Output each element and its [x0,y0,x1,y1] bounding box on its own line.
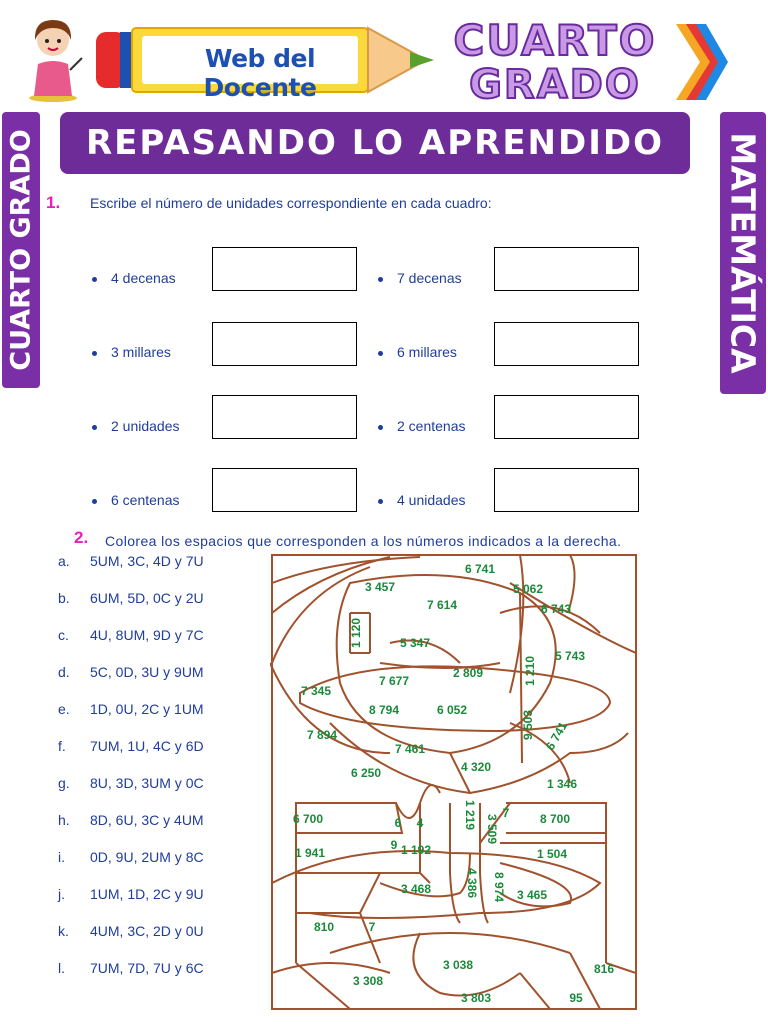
bullet-icon [378,277,383,282]
bullet-icon [92,351,97,356]
puzzle-number: 2 809 [452,666,484,680]
answer-box-left-1[interactable] [212,247,357,291]
puzzle-number: 7 614 [426,598,458,612]
clue-text: 8D, 6U, 3C y 4UM [90,812,204,828]
answer-box-left-4[interactable] [212,468,357,512]
clue-text: 1D, 0U, 2C y 1UM [90,701,204,717]
puzzle-number: 6 [394,816,402,830]
item-left-4 [92,492,180,508]
bullet-icon [92,277,97,282]
puzzle-number: 8 794 [368,703,400,717]
puzzle-number: 1 210 [523,655,537,687]
clue-text: 5UM, 3C, 4D y 7U [90,553,204,569]
item-left-2 [92,344,171,360]
puzzle-number: 4 [416,816,424,830]
clue-text: 0D, 9U, 2UM y 8C [90,849,204,865]
clue-letter: f. [58,738,66,754]
puzzle-number: 7 [502,806,510,820]
answer-box-right-1[interactable] [494,247,639,291]
clue-letter: e. [58,701,70,717]
clue-text: 6UM, 5D, 0C y 2U [90,590,204,606]
puzzle-number: 6 741 [464,562,496,576]
chevron-arrows-icon [672,20,730,104]
puzzle-number: 3 465 [516,888,548,902]
grade-line-2: GRADO [469,62,641,108]
section2-instruction: Colorea los espacios que corresponden a los números indicados a la derecha. [105,533,622,549]
puzzle-number: 6 743 [540,602,572,616]
teacher-mascot-icon [22,14,84,102]
clue-letter: k. [58,923,69,939]
puzzle-number: 6 700 [292,812,324,826]
item-right-3-label: 2 centenas [397,418,466,434]
puzzle-number: 5 062 [512,582,544,596]
puzzle-number: 1 504 [536,847,568,861]
grade-line-1: CUARTO [453,16,657,65]
puzzle-number: 3 308 [352,974,384,988]
item-right-2-label: 6 millares [397,344,457,360]
title-bar [60,112,690,174]
section2-number: 2. [74,528,89,547]
item-left-2-label: 3 millares [111,344,171,360]
puzzle-number: 3 509 [485,813,499,845]
puzzle-number: 6 250 [350,766,382,780]
puzzle-number: 810 [313,920,335,934]
clue-letter: g. [58,775,70,791]
item-right-4-label: 4 unidades [397,492,466,508]
puzzle-number: 816 [593,962,615,976]
item-right-1 [378,270,462,286]
bullet-icon [92,499,97,504]
item-right-1-label: 7 decenas [397,270,462,286]
clue-letter: h. [58,812,70,828]
section1-number: 1. [46,193,61,212]
clue-letter: l. [58,960,65,976]
puzzle-number: 5 743 [554,649,586,663]
puzzle-number: 3 803 [460,991,492,1005]
item-left-1 [92,270,176,286]
item-left-3-label: 2 unidades [111,418,180,434]
clue-letter: b. [58,590,70,606]
brand-name: Web del Docente [203,44,317,102]
puzzle-number: 1 120 [349,617,363,649]
section1-instruction: Escribe el número de unidades correspondiente en cada cuadro: [90,195,492,211]
bullet-icon [378,425,383,430]
puzzle-number: 7 [368,920,376,934]
clue-letter: i. [58,849,65,865]
clue-text: 1UM, 1D, 2C y 9U [90,886,204,902]
clue-letter: d. [58,664,70,680]
puzzle-number: 4 320 [460,760,492,774]
puzzle-number: 5 347 [399,636,431,650]
puzzle-number: 9 [390,838,398,852]
clue-text: 7UM, 1U, 4C y 6D [90,738,204,754]
item-right-2 [378,344,457,360]
puzzle-number: 1 941 [294,846,326,860]
puzzle-number: 9 503 [521,709,535,741]
clue-text: 4UM, 3C, 2D y 0U [90,923,204,939]
puzzle-number: 7 345 [300,684,332,698]
answer-box-right-2[interactable] [494,322,639,366]
puzzle-number: 1 192 [400,843,432,857]
puzzle-numbers [293,562,614,1005]
page-title: REPASANDO LO APRENDIDO [85,123,665,163]
item-left-3 [92,418,180,434]
clue-text: 5C, 0D, 3U y 9UM [90,664,204,680]
puzzle-number: 7 461 [394,742,426,756]
puzzle-number: 3 038 [442,958,474,972]
side-tab-grade-label: CUARTO GRADO [5,129,37,371]
item-left-4-label: 6 centenas [111,492,180,508]
bullet-icon [92,425,97,430]
puzzle-number: 8 700 [539,812,571,826]
puzzle-number: 7 677 [378,674,410,688]
answer-box-right-4[interactable] [494,468,639,512]
side-tab-subject-label: MATEMÁTICA [723,132,763,374]
puzzle-number: 4 386 [465,867,479,899]
puzzle-number: 1 219 [463,799,477,831]
grade-logo [440,12,730,108]
item-right-3 [378,418,466,434]
puzzle-number: 6 052 [436,703,468,717]
item-left-1-label: 4 decenas [111,270,176,286]
puzzle-number: 7 894 [306,728,338,742]
puzzle-outlines [270,555,636,1009]
puzzle-number: 3 468 [400,882,432,896]
item-right-4 [378,492,466,508]
puzzle-number: 6 741 [542,719,571,753]
clue-letter: c. [58,627,69,643]
answer-box-left-3[interactable] [212,395,357,439]
answer-box-right-3[interactable] [494,395,639,439]
side-tab-subject [720,112,766,394]
answer-box-left-2[interactable] [212,322,357,366]
bullet-icon [378,499,383,504]
puzzle-number: 8 974 [492,871,506,903]
puzzle-number: 3 457 [364,580,396,594]
clue-letter: a. [58,553,70,569]
bullet-icon [378,351,383,356]
clue-letter: j. [58,886,65,902]
coloring-puzzle[interactable] [270,553,638,1011]
clue-text: 4U, 8UM, 9D y 7C [90,627,204,643]
puzzle-number: 1 346 [546,777,578,791]
clue-text: 7UM, 7D, 7U y 6C [90,960,204,976]
side-tab-grade [2,112,40,388]
puzzle-number: 95 [569,991,583,1005]
clue-text: 8U, 3D, 3UM y 0C [90,775,204,791]
